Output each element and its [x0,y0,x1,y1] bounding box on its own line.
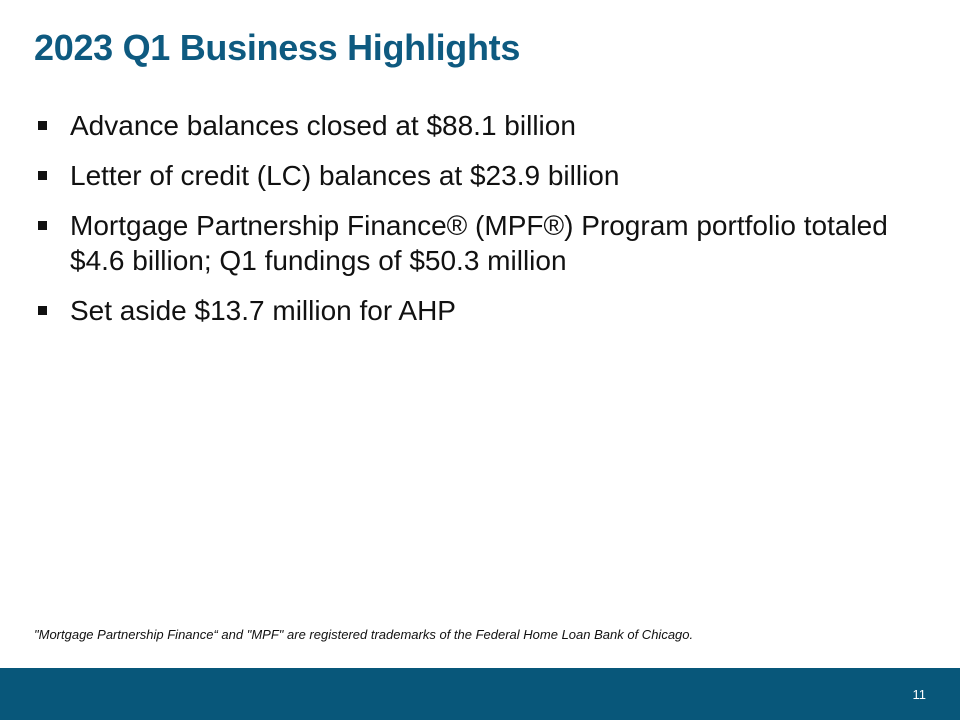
bullet-item [34,158,934,193]
square-bullet-icon [38,121,47,130]
slide-title: 2023 Q1 Business Highlights [34,27,521,68]
bullet-text: Set aside $13.7 million for AHP [70,295,456,326]
bullet-item [34,293,934,328]
bullet-text: Mortgage Partnership Finance® (MPF®) Program portfolio totaled $4.6 billion; Q1 fundings of $50.3 million [70,210,888,276]
square-bullet-icon [38,306,47,315]
footer-bar [0,668,960,720]
square-bullet-icon [38,221,47,230]
bullet-text: Advance balances closed at $88.1 billion [70,110,576,141]
bullet-item [34,208,934,278]
bullet-list [34,108,934,343]
bullet-text: Letter of credit (LC) balances at $23.9 billion [70,160,620,191]
square-bullet-icon [38,171,47,180]
page-number: 11 [912,687,926,702]
bullet-item [34,108,934,143]
trademark-footnote: "Mortgage Partnership Finance“ and "MPF" are registered trademarks of the Federal Home Loan Bank of Chicago. [34,627,694,642]
